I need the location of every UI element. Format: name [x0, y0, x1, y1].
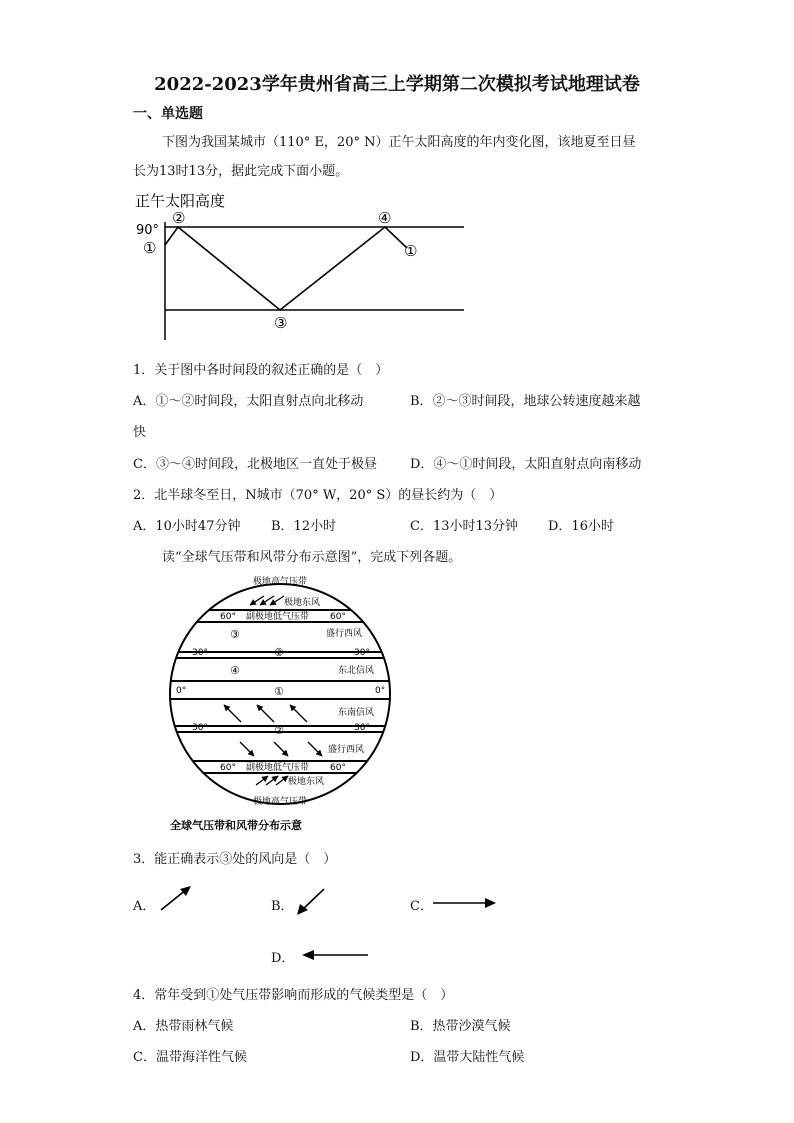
fig2-top-label: 极地高气压带: [252, 577, 308, 587]
fig2-circle-3: ③: [230, 628, 240, 641]
fig1-marker-4: ④: [378, 209, 392, 227]
fig2-circle-2n: ②: [274, 646, 284, 659]
fig2-lat0-r: 0°: [375, 686, 386, 696]
q2-option-a[interactable]: A．10小时47分钟: [133, 519, 241, 534]
q3-option-b[interactable]: B．: [271, 899, 294, 914]
fig2-lat30-nl: 30°: [192, 648, 208, 658]
fig1-marker-1b: ①: [404, 242, 418, 260]
fig2-polar-east-n: 极地东风: [284, 598, 321, 608]
fig2-circle-2s: ②: [274, 724, 284, 737]
fig1-tick90: 90°: [136, 223, 160, 238]
q4-option-b[interactable]: B．热带沙漠气候: [410, 1019, 511, 1034]
se-trade-arrows: [224, 705, 307, 722]
q3-option-a[interactable]: A．: [133, 899, 156, 914]
q3-arrow-c[interactable]: [432, 896, 498, 910]
fig2-circle-4: ④: [230, 664, 240, 677]
sun-altitude-figure: [130, 190, 470, 340]
q3-arrow-a[interactable]: [158, 884, 194, 914]
fig2-lat60-sr: 60°: [330, 763, 346, 773]
fig2-sub-polar-s: 副极地低气压带: [246, 763, 310, 773]
q1-option-c[interactable]: C．③～④时间段，北极地区一直处于极昼: [133, 457, 377, 472]
fig2-lat30-sl: 30°: [192, 723, 208, 733]
fig1-ylabel: 正午太阳高度: [135, 192, 226, 210]
q4-stem: 4．常年受到①处气压带影响而形成的气候类型是（ ）: [133, 988, 454, 1003]
q1-option-b[interactable]: B．②～③时间段，地球公转速度越来越: [410, 394, 641, 409]
q1-option-a[interactable]: A．①～②时间段，太阳直射点向北移动: [133, 394, 364, 409]
altitude-curve: [165, 227, 407, 310]
q2-option-d[interactable]: D．16小时: [548, 519, 614, 534]
intro2: 读“全球气压带和风带分布示意图”，完成下列各题。: [162, 550, 462, 565]
fig1-marker-1: ①: [143, 239, 157, 257]
q1-option-d[interactable]: D．④～①时间段，太阳直射点向南移动: [410, 457, 642, 472]
fig2-polar-east-s: 极地东风: [288, 777, 325, 787]
fig2-caption: 全球气压带和风带分布示意: [170, 819, 302, 832]
q3-stem: 3．能正确表示③处的风向是（ ）: [133, 852, 337, 867]
fig2-westerly-s: 盛行西风: [328, 745, 365, 755]
polar-east-arrows-n: [250, 596, 284, 605]
intro1-line2: 长为13时13分，据此完成下面小题。: [133, 164, 349, 179]
westerly-arrows-s: [240, 742, 322, 756]
fig2-lat30-sr: 30°: [354, 723, 370, 733]
fig2-ne-trade: 东北信风: [338, 666, 375, 676]
fig2-se-trade: 东南信风: [338, 708, 375, 718]
q4-option-c[interactable]: C．温带海洋性气候: [133, 1050, 247, 1065]
q1-option-b-cont: 快: [133, 425, 147, 440]
fig2-lat60-sl: 60°: [220, 763, 236, 773]
q3-option-d[interactable]: D．: [271, 951, 295, 966]
fig2-lat30-nr: 30°: [354, 648, 370, 658]
fig2-lat0-l: 0°: [176, 686, 187, 696]
q3-arrow-b[interactable]: [294, 886, 328, 918]
q1-stem: 1．关于图中各时间段的叙述正确的是（ ）: [133, 363, 389, 378]
polar-east-arrows-s: [256, 776, 288, 785]
section-heading: 一、单选题: [133, 106, 203, 122]
q3-arrow-d[interactable]: [300, 948, 370, 962]
q2-stem: 2．北半球冬至日，N城市（70° W，20° S）的昼长约为（ ）: [133, 488, 503, 503]
fig2-sub-polar-n: 副极地低气压带: [246, 612, 310, 622]
fig2-circle-1: ①: [274, 685, 284, 698]
page-title: 2022-2023学年贵州省高三上学期第二次模拟考试地理试卷: [154, 74, 640, 95]
pressure-wind-figure: [168, 572, 398, 834]
fig1-marker-2: ②: [172, 209, 186, 227]
q2-option-c[interactable]: C．13小时13分钟: [410, 519, 519, 534]
q4-option-a[interactable]: A．热带雨林气候: [133, 1019, 234, 1034]
q3-option-c[interactable]: C．: [410, 899, 433, 914]
fig2-lat60-nr: 60°: [330, 612, 346, 622]
fig1-marker-3: ③: [274, 314, 288, 332]
fig2-bottom-label: 极地高气压带: [252, 797, 308, 807]
fig2-lat60-nl: 60°: [220, 612, 236, 622]
intro1-line1: 下图为我国某城市（110° E，20° N）正午太阳高度的年内变化图，该地夏至日昼: [162, 135, 636, 150]
fig2-westerly-n: 盛行西风: [326, 629, 363, 639]
q4-option-d[interactable]: D．温带大陆性气候: [410, 1050, 525, 1065]
q2-option-b[interactable]: B．12小时: [271, 519, 337, 534]
